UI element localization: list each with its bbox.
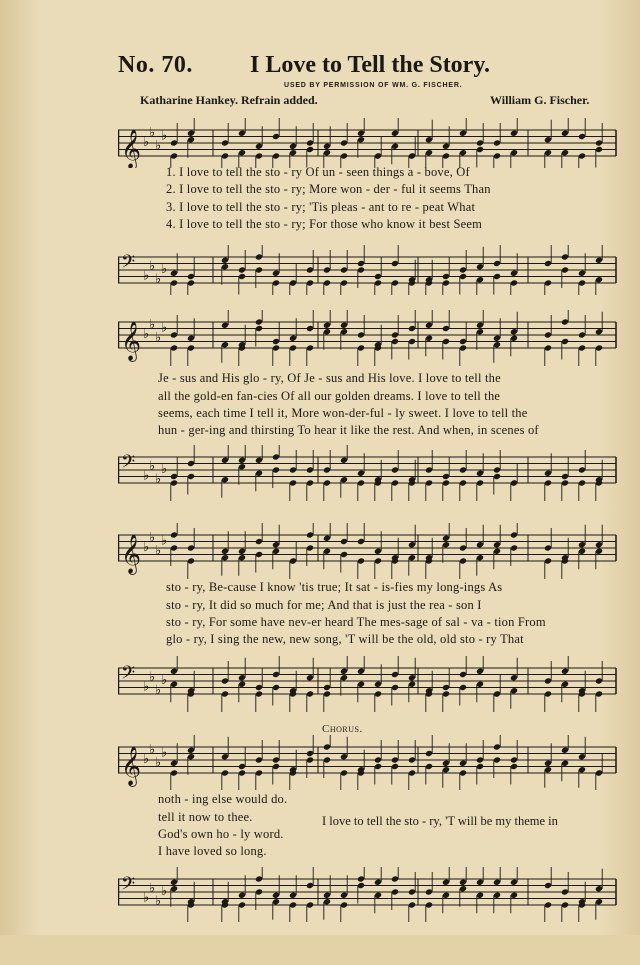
music-system-2 <box>118 305 618 495</box>
treble-staff <box>118 310 618 370</box>
flat-icon: ♭ <box>161 128 168 144</box>
flat-icon: ♭ <box>155 271 162 287</box>
flat-icon: ♭ <box>149 742 156 758</box>
verse-line-4: glo - ry, I sing the new, new song, 'T will be the old, old sto - ry That <box>166 632 524 646</box>
treble-staff <box>118 523 618 583</box>
flat-icon: ♭ <box>143 679 150 695</box>
verse-line-2: tell it now to thee. <box>158 810 253 824</box>
permission-note: USED BY PERMISSION OF WM. G. FISCHER. <box>284 82 463 89</box>
flat-icon: ♭ <box>155 138 162 154</box>
flat-icon: ♭ <box>149 125 156 141</box>
hymn-title: I Love to Tell the Story. <box>250 52 491 78</box>
flat-icon: ♭ <box>161 533 168 549</box>
verse-line-3: sto - ry, For some have nev-er heard The mes-sage of sal - va - tion From <box>166 615 546 629</box>
flat-icon: ♭ <box>161 673 168 688</box>
bass-clef-icon: 𝄢 <box>121 663 136 688</box>
verse-line-4: 4. I love to tell the sto - ry; For those who know it best Seem <box>166 217 483 231</box>
treble-clef-icon: 𝄞 <box>121 534 142 574</box>
verse-line-1: Je - sus and His glo - ry, Of Je - sus and His love. I love to tell the <box>158 371 501 385</box>
treble-clef-icon: 𝄞 <box>121 321 142 361</box>
music-system-4 <box>118 735 618 935</box>
composer-credit: William G. Fischer. <box>490 93 590 107</box>
flat-icon: ♭ <box>143 268 150 284</box>
flat-icon: ♭ <box>161 462 168 477</box>
treble-clef-icon: 𝄞 <box>121 129 142 168</box>
flat-icon: ♭ <box>155 682 162 698</box>
verse-line-4: I have loved so long. <box>158 844 267 858</box>
flat-icon: ♭ <box>155 893 162 909</box>
flat-icon: ♭ <box>155 755 162 771</box>
verse-line-1: sto - ry, Be-cause I know 'tis true; It sat - is-fies my long-ings As <box>166 580 503 594</box>
flat-icon: ♭ <box>143 752 150 767</box>
verse-line-3: seems, each time I tell it, More won-der-ful - ly sweet. I love to tell the <box>158 406 528 420</box>
chorus-line: I love to tell the sto - ry, 'T will be my theme in <box>322 814 558 828</box>
verse-line-1: noth - ing else would do. <box>158 792 288 806</box>
flat-icon: ♭ <box>161 884 168 899</box>
bass-staff <box>118 245 618 295</box>
flat-icon: ♭ <box>161 745 168 761</box>
verse-line-2: 2. I love to tell the sto - ry; More won - der - ful it seems Than <box>166 182 491 196</box>
author-credit: Katharine Hankey. Refrain added. <box>140 93 318 107</box>
bass-clef-icon: 𝄢 <box>121 252 136 277</box>
flat-icon: ♭ <box>143 890 150 906</box>
verse-line-1: 1. I love to tell the sto - ry Of un - seen things a - bove, Of <box>166 165 470 179</box>
bass-clef-icon: 𝄢 <box>121 874 136 899</box>
bass-staff <box>118 867 618 922</box>
bass-staff <box>118 445 618 505</box>
verse-line-2: sto - ry, It did so much for me; And that is just the rea - son I <box>166 598 482 612</box>
flat-icon: ♭ <box>149 880 156 896</box>
flat-icon: ♭ <box>155 543 162 559</box>
bass-staff <box>118 656 618 716</box>
treble-staff <box>118 735 618 790</box>
flat-icon: ♭ <box>149 530 156 546</box>
flat-icon: ♭ <box>155 330 162 346</box>
verse-line-4: hun - ger-ing and thirsting To hear it like the rest. And when, in scenes of <box>158 423 539 437</box>
treble-clef-icon: 𝄞 <box>121 746 142 786</box>
verse-line-3: 3. I love to tell the sto - ry; 'Tis pleas - ant to re - peat What <box>166 200 476 214</box>
music-system-1 <box>118 110 618 300</box>
chorus-label: Chorus. <box>322 723 363 735</box>
treble-staff <box>118 118 618 168</box>
flat-icon: ♭ <box>155 471 162 487</box>
flat-icon: ♭ <box>161 262 168 277</box>
hymn-number: No. 70. <box>118 52 193 78</box>
flat-icon: ♭ <box>149 669 156 685</box>
flat-icon: ♭ <box>149 258 156 274</box>
page-bottom-margin <box>0 935 640 965</box>
verse-line-2: all the gold-en fan-cies Of all our golden dreams. I love to tell the <box>158 389 501 403</box>
music-system-3 <box>118 518 618 718</box>
flat-icon: ♭ <box>143 327 150 342</box>
bass-clef-icon: 𝄢 <box>121 452 136 477</box>
flat-icon: ♭ <box>143 135 150 150</box>
flat-icon: ♭ <box>149 317 156 333</box>
flat-icon: ♭ <box>143 468 150 484</box>
flat-icon: ♭ <box>143 540 150 555</box>
flat-icon: ♭ <box>149 458 156 474</box>
verse-line-3: God's own ho - ly word. <box>158 827 284 841</box>
flat-icon: ♭ <box>161 320 168 336</box>
